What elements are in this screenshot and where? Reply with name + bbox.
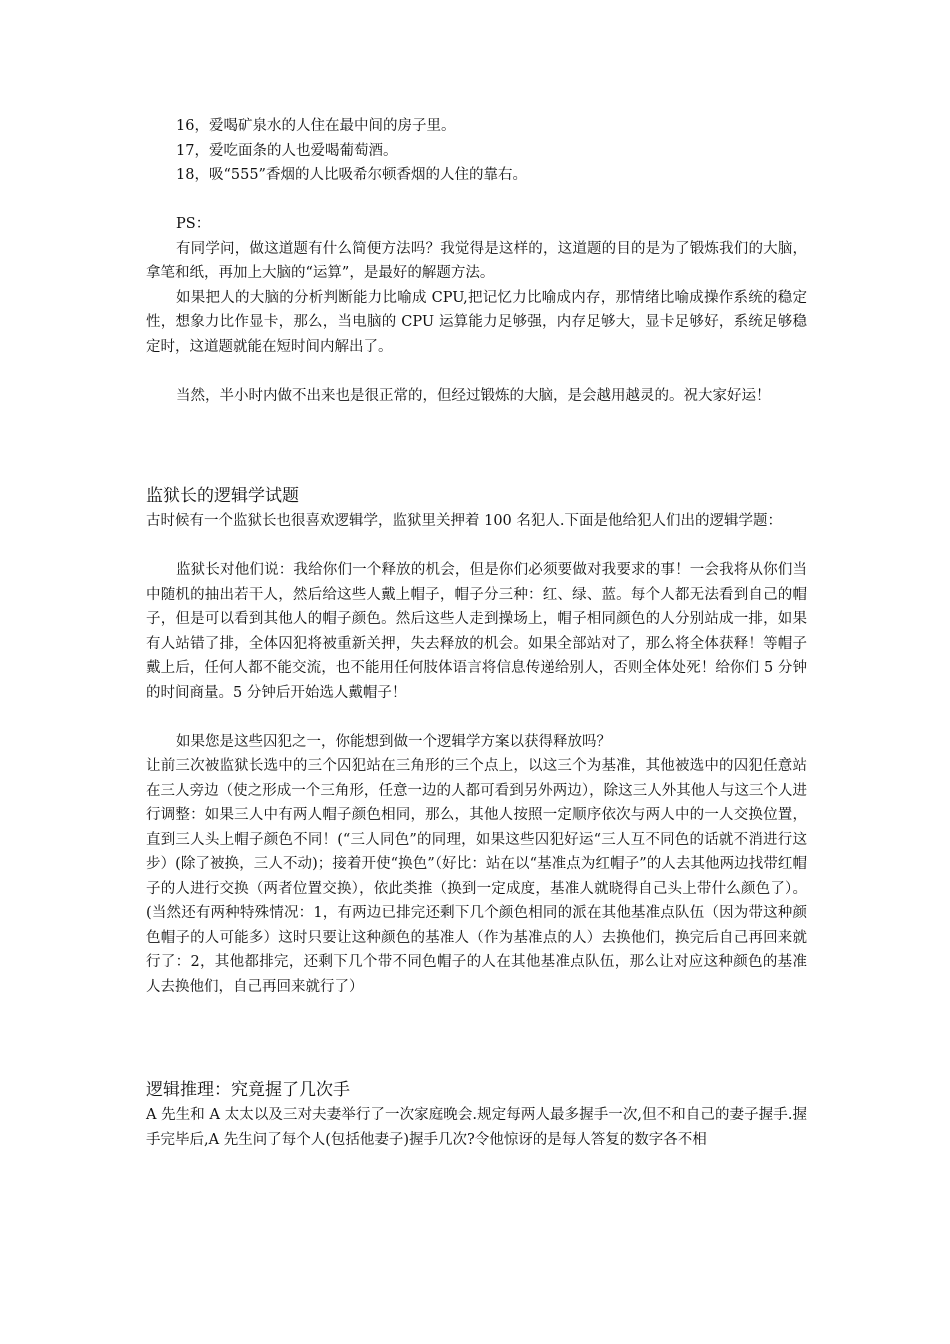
- ps-paragraph-1: 有同学问，做这道题有什么简便方法吗？我觉得是这样的，这道题的目的是为了锻炼我们的大脑，拿笔和纸，再加上大脑的“运算”，是最好的解题方法。: [146, 240, 807, 281]
- rule-item-16: 16，爱喝矿泉水的人住在最中间的房子里。: [176, 118, 456, 134]
- section-title-handshakes: 逻辑推理：究竟握了几次手: [146, 1080, 350, 1100]
- ps-paragraph-3: 当然，半小时内做不出来也是很正常的，但经过锻炼的大脑，是会越用越灵的。祝大家好运！: [176, 387, 771, 404]
- ps-paragraph-2: 如果把人的大脑的分析判断能力比喻成 CPU,把记忆力比喻成内存，那情绪比喻成操作系统的稳定性，想象力比作显卡，那么，当电脑的 CPU 运算能力足够强，内存足够大，显卡足够好，系统足够稳定时，这道题就能在短时间内解出了。: [146, 289, 807, 355]
- warden-intro: 古时候有一个监狱长也很喜欢逻辑学，监狱里关押着 100 名犯人.下面是他给犯人们出的逻辑学题：: [146, 513, 782, 529]
- ps-label: PS：: [176, 216, 211, 232]
- handshake-intro: A 先生和 A 太太以及三对夫妻举行了一次家庭晚会.规定每两人最多握手一次,但不和自己的妻子握手.握手完毕后,A 先生问了每个人(包括他妻子)握手几次?令他惊讶的是每人答复的数字各不相: [146, 1107, 808, 1148]
- rule-item-17: 17，爱吃面条的人也爱喝葡萄酒。: [176, 142, 398, 159]
- section-title-warden-logic: 监狱长的逻辑学试题: [146, 486, 299, 506]
- warden-answer: 让前三次被监狱长选中的三个囚犯站在三角形的三个点上，以这三个为基准，其他被选中的囚犯任意站在三人旁边（使之形成一个三角形，任意一边的人都可看到另外两边），除这三人外其他人与这三个人进行调整：如果三人中有两人帽子颜色相同，那么，其他人按照一定顺序依次与两人中的一人交换位置，直到三人头上帽子颜色不同！(“三人同色”的同理，如果这些囚犯好运“三人互不同色的话就不消进行这步）(除了被换，三人不动)；接着开使“换色”（好比：站在以“基准点为红帽子”的人去其他两边找带红帽子的人进行交换（两者位置交换），依此类推（换到一定成度，基准人就晓得自己头上带什么颜色了）。(当然还有两种特殊情况：1，有两边已排完还剩下几个颜色相同的派在其他基准点队伍（因为带这种颜色帽子的人可能多）这时只要让这种颜色的基准人（作为基准点的人）去换他们，换完后自己再回来就行了：2，其他都排完，还剩下几个带不同色帽子的人在其他基准点队伍，那么让对应这种颜色的基准人去换他们，自己再回来就行了）: [146, 758, 807, 995]
- warden-speech: 监狱长对他们说：我给你们一个释放的机会，但是你们必须要做对我要求的事！一会我将从你们当中随机的抽出若干人，然后给这些人戴上帽子，帽子分三种：红、绿、蓝。每个人都无法看到自己的帽子，但是可以看到其他人的帽子颜色。然后这些人走到操场上，帽子相同颜色的人分别站成一排，如果有人站错了排，全体囚犯将被重新关押，失去释放的机会。如果全部站对了，那么将全体获释！等帽子戴上后，任何人都不能交流，也不能用任何肢体语言将信息传递给别人，否则全体处死！给你们 5 分钟的时间商量。5 分钟后开始选人戴帽子！: [146, 562, 807, 701]
- rule-item-18: 18，吸“555”香烟的人比吸希尔顿香烟的人住的靠右。: [176, 167, 527, 183]
- warden-question: 如果您是这些囚犯之一，你能想到做一个逻辑学方案以获得释放吗？: [176, 733, 611, 750]
